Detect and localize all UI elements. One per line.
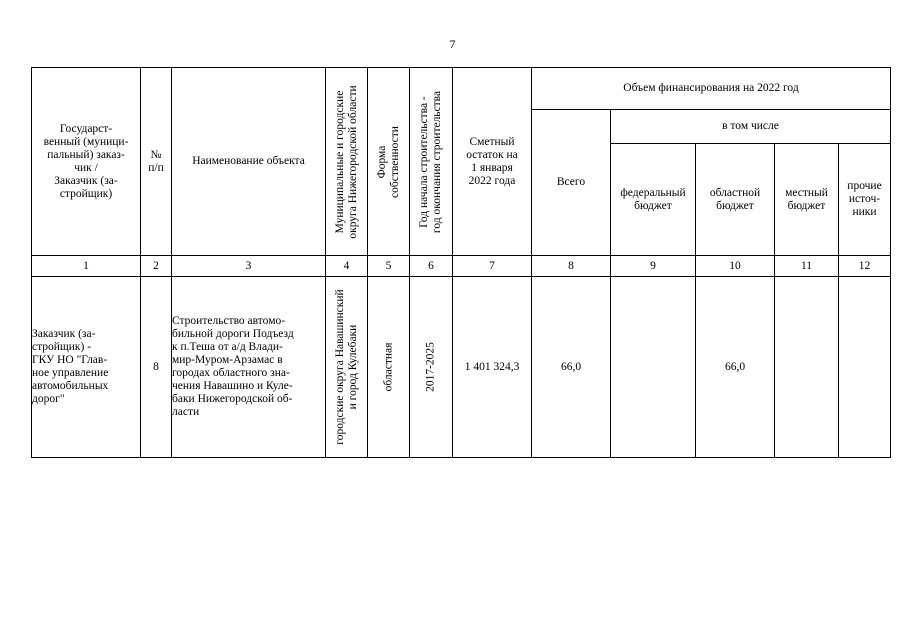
row-total: 66,0 xyxy=(532,277,611,458)
row-other xyxy=(839,277,891,458)
header-object-name: Наименование объекта xyxy=(172,68,326,256)
financing-table xyxy=(31,67,891,458)
column-number: 6 xyxy=(410,256,453,277)
row-estimate: 1 401 324,3 xyxy=(453,277,532,458)
column-number: 12 xyxy=(839,256,891,277)
column-number: 7 xyxy=(453,256,532,277)
column-number: 11 xyxy=(775,256,839,277)
column-number: 3 xyxy=(172,256,326,277)
header-federal: федеральный бюджет xyxy=(611,144,696,256)
header-total: Всего xyxy=(532,110,611,256)
column-number: 5 xyxy=(368,256,410,277)
table-row xyxy=(32,277,891,458)
column-numbers-row xyxy=(32,256,891,277)
column-number: 9 xyxy=(611,256,696,277)
header-num: № п/п xyxy=(141,68,172,256)
row-years: 2017-2025 xyxy=(410,277,453,458)
row-num: 8 xyxy=(141,277,172,458)
header-ownership: Форма собственности xyxy=(368,68,410,256)
header-other: прочие источ- ники xyxy=(839,144,891,256)
column-number: 1 xyxy=(32,256,141,277)
header-years: Год начала строительства - год окончания строительства xyxy=(410,68,453,256)
row-ownership: областная xyxy=(368,277,410,458)
column-number: 10 xyxy=(696,256,775,277)
row-regional: 66,0 xyxy=(696,277,775,458)
header-financing: Объем финансирования на 2022 год xyxy=(532,68,891,110)
column-number: 4 xyxy=(326,256,368,277)
column-number: 2 xyxy=(141,256,172,277)
header-local: местный бюджет xyxy=(775,144,839,256)
row-object-name: Строительство автомо- бильной дороги Подъезд к п.Теша от а/д Влади- мир-Муром-Арзамас в городах областного зна- чения Навашино и Куле- баки Нижегородской об- ласти xyxy=(172,277,326,458)
page-number: 7 xyxy=(449,37,456,51)
column-number: 8 xyxy=(532,256,611,277)
row-local xyxy=(775,277,839,458)
row-municipality: городские округа Навашинский и город Кулебаки xyxy=(326,277,368,458)
header-estimate: Сметный остаток на 1 января 2022 года xyxy=(453,68,532,256)
header-customer: Государст- венный (муници- пальный) заказ- чик / Заказчик (за- стройщик) xyxy=(32,68,141,256)
header-regional: областной бюджет xyxy=(696,144,775,256)
row-federal xyxy=(611,277,696,458)
row-customer: Заказчик (за- стройщик) - ГКУ НО "Глав- ное управление автомобильных дорог" xyxy=(32,277,141,458)
header-municipality: Муниципальные и городские округа Нижегородской области xyxy=(326,68,368,256)
header-including: в том числе xyxy=(611,110,891,144)
